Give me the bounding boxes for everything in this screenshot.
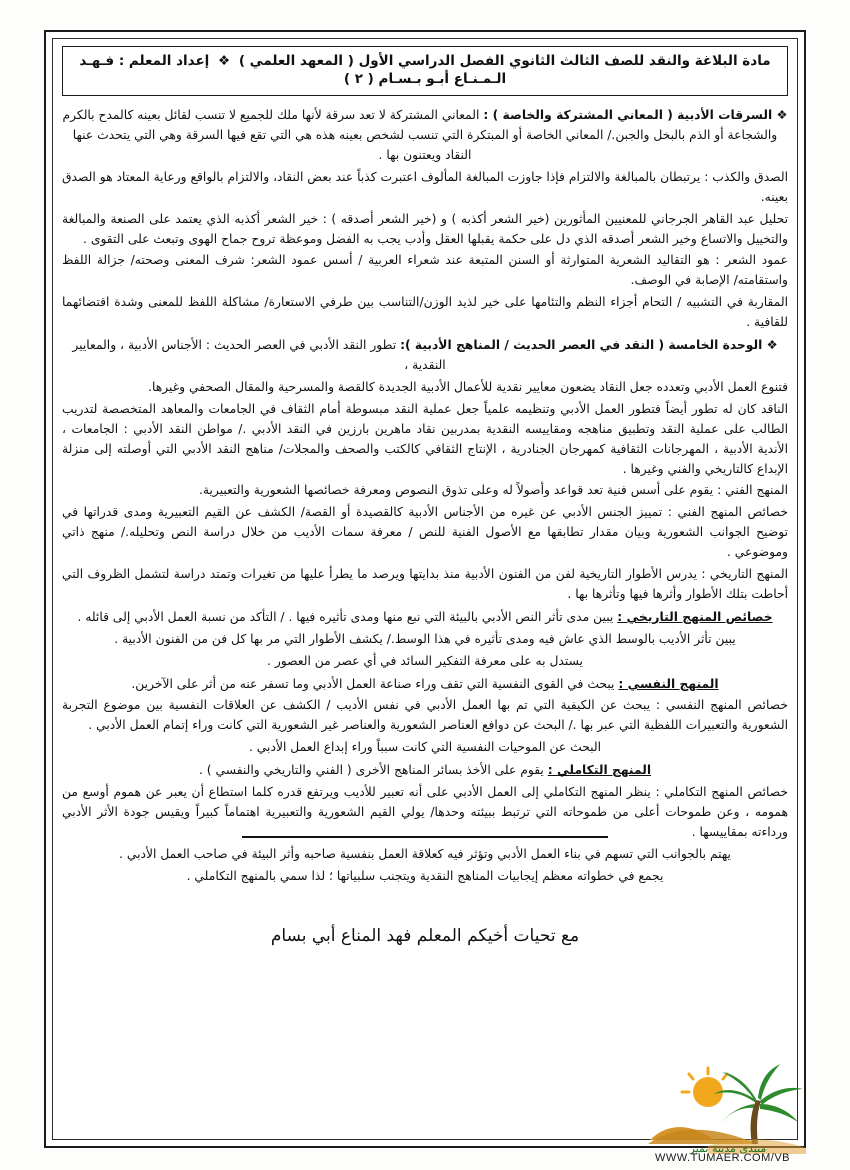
horizontal-divider xyxy=(242,836,608,838)
section-paragraph: يبين تأثر الأديب بالوسط الذي عاش فيه ومدى تأثيره في هذا الوسط./ يكشف الأطوار التي مر بها كل فن من الفنون الأدبية . xyxy=(114,631,736,646)
section-paragraph: الصدق والكذب : يرتبطان بالمبالغة والالتزام فإذا جاوزت المبالغة المألوف اعتبرت كذباً عند بعض النقاد، والالتزام بالواقع ورعاية المعتاد هو الصدق بعينه. xyxy=(62,169,788,204)
section-paragraph: فتنوع العمل الأدبي وتعدده جعل النقاد يضعون معايير نقدية للأعمال الأدبية الجديدة كالقصة والمسرحية والمقال الصحفي وغيرها. xyxy=(148,379,788,394)
section-paragraph: المنهج التاريخي : يدرس الأطوار التاريخية لفن من الفنون الأدبية منذ بدايتها ويرصد ما يطرأ عليها من تغيرات وتمتد دراسة لتشمل الظروف التي أحاطت بتلك الأطوار وأثرها فيها وتأثرها بها . xyxy=(62,567,788,601)
section-paragraph: الناقد كان له تطور أيضاً فتطور العمل الأدبي وتنظيمه علمياً جعل عملية النقد مبسوطة أمام الثقاف في الجامعات والمعاهد المتخصصة لتدريب الطالب على عملية النقد وتطبيق مناهجه ومقاييسه النقدية بمدربين نقاد ماهرين بارزين في النقد الأدبي ./ مواطن النقد الأدبي : الجامعات ، الأندية الأدبية ، المهرجانات الثقافية كمهرجان الجنادرية ، الإنتاج الثقافي كالكتب والصحف والمجلات/ مناهج النقد الأدبي التي أوصلته إلى منزلة الإبداع كالتاريخي والفني وغيرها . xyxy=(62,401,788,476)
section-literary-theft xyxy=(62,106,788,333)
section-paragraph: خصائص المنهج الفني : تمييز الجنس الأدبي عن غيره من الأجناس الأدبية كالقصيدة أو القصة/ الكشف عن القيم التعبيرية ومدى قدراتها في توضيح الجوانب الشعورية وبيان مقدار تطابقها مع الأصول الفنية للنص / معرفة سمات الأديب من خلال دراسة النص وتحليله./ منهج ذاتي وموضوعي . xyxy=(62,505,788,560)
forum-logo xyxy=(648,1062,808,1154)
section-title: المنهج التكاملي : يقوم على الأخذ بسائر المناهج الأخرى ( الفني والتاريخي والنفسي ) . xyxy=(198,763,652,778)
section-paragraph: يجمع في خطواته معظم إيجابيات المناهج النقدية ويتجنب سلبياتها ؛ لذا سمي بالمنهج التكاملي . xyxy=(186,868,664,883)
section-historical-method-traits xyxy=(62,608,788,672)
scan-border-outer xyxy=(44,30,806,1148)
section-paragraph: يستدل به على معرفة التفكير السائد في أي عصر من العصور . xyxy=(267,653,583,668)
forum-url: WWW.TUMAER.COM/VB xyxy=(655,1152,790,1164)
section-paragraph: خصائص المنهج التكاملي : ينظر المنهج التكاملي إلى العمل الأدبي على أنه تعبير للأديب ويرتفع قدره كلما استطاع أن يعبر عن هموم أوسع من همومه ، وعن طموحات أعلى من طموحاته التي ترتبط ببيئته وحدها/ يولي القيم الشعورية والتعبيرية اهتماماً كبيراً ويقيس جودة الأثر الأدبي ورداءته بمقاييسها . xyxy=(62,785,788,839)
section-title: ❖ السرقات الأدبية ( المعاني المشتركة والخاصة ) : المعاني المشتركة لا تعد سرقة لأنها ملك للجميع لا تنسب لقائل بعينه كالمدح بالكرم والشجاعة أو الذم بالبخل والجبن./ المعاني الخاصة أو المبتكرة التي تنسب لشخص بعينه هذه هي التي تقع فيها السرقة وهي التي يتحدث عنها النقاد ويعتنون بها . xyxy=(62,108,788,162)
section-paragraph: المنهج الفني : يقوم على أسس فنية تعد قواعد وأصولاً له وعلى تذوق النصوص ومعرفة خصائصها الشعورية والتعبيرية. xyxy=(198,483,788,498)
signature-line: مع تحيات أخيكم المعلم فهد المناع أبي بسام xyxy=(270,926,580,946)
section-paragraph: خصائص المنهج النفسي : يبحث عن الكيفية التي تم بها العمل الأدبي في نفس الأديب / الكشف عن العلاقات النفسية بين موضوع التجربة الشعورية والتعبيرات اللفظية التي عبر بها ./ البحث عن دوافع العناصر الشعورية والعناصر غير الشعورية التي كانت وراء إتمام العمل الأدبي . xyxy=(62,698,788,733)
section-paragraph: عمود الشعر : هو التقاليد الشعرية المتوارثة أو السنن المتبعة عند شعراء العربية / أسس عمود الشعر: شرف المعنى وصحته/ جزالة اللفظ واستقامته/ الإصابة في الوصف. xyxy=(62,253,788,288)
document-body xyxy=(62,106,788,887)
header-separator-icon: ❖ xyxy=(218,53,231,69)
document-content xyxy=(62,46,788,1136)
palm-sun-dune-icon xyxy=(648,1062,808,1154)
document-header xyxy=(62,46,788,96)
section-title: خصائص المنهج التاريخي : يبين مدى تأثر النص الأدبي بالبيئة التي نبع منها ومدى تأثيره فيها . / التأكد من نسبة العمل الأدبي إلى قائله . xyxy=(77,609,773,624)
section-unit-five xyxy=(62,336,788,605)
section-paragraph: البحث عن الموحيات النفسية التي كانت سبباً وراء إبداع العمل الأدبي . xyxy=(248,740,602,755)
section-integrative-method xyxy=(62,761,788,886)
section-paragraph: تحليل عبد القاهر الجرجاني للمعنيين المأثورين (خير الشعر أكذبه ) و (خير الشعر أصدقه ) : خير الشعر أكذبه الذي يعتمد على الصنعة والمبالغة والتخييل والاتساع وخير الشعر أصدقه الذي دل على حكمة يقبلها العقل وأدب يجب به الفضل وموعظة تروح جماح الهوى وتبعث على التقوى . xyxy=(62,211,788,246)
section-paragraph: يهتم بالجوانب التي تسهم في بناء العمل الأدبي وتؤثر فيه كعلاقة العمل بنفسية صاحبه وأثر البيئة في صاحب العمل الأدبي . xyxy=(119,846,731,861)
svg-text:منتدى مدينة تمير: منتدى مدينة تمير xyxy=(689,1142,767,1154)
section-paragraph: المقاربة في التشبيه / التحام أجزاء النظم والتئامها على خير لذيد الوزن/التناسب بين طرفي الاستعارة/ مشاكلة اللفظ للمعنى وشدة اقتضائهما للقافية . xyxy=(62,295,788,330)
header-subject: مادة البلاغة والنقد للصف الثالث الثانوي الفصل الدراسي الأول ( المعهد العلمي ) xyxy=(238,53,771,69)
section-title: المنهج النفسي : يبحث في القوى النفسية التي تقف وراء صناعة العمل الأدبي وما تسفر عنه من أثر على الآخرين. xyxy=(131,676,719,691)
section-title: ❖ الوحدة الخامسة ( النقد في العصر الحديث / المناهج الأدبية ): تطور النقد الأدبي في العصر الحديث : الأجناس الأدبية ، والمعايير النقدية ، xyxy=(72,338,778,372)
section-psychological-method xyxy=(62,675,788,759)
header-teacher: إعداد المعلم : فـهـد الـمـنـاع أبـو بـسـام ( ٢ ) xyxy=(79,53,507,87)
